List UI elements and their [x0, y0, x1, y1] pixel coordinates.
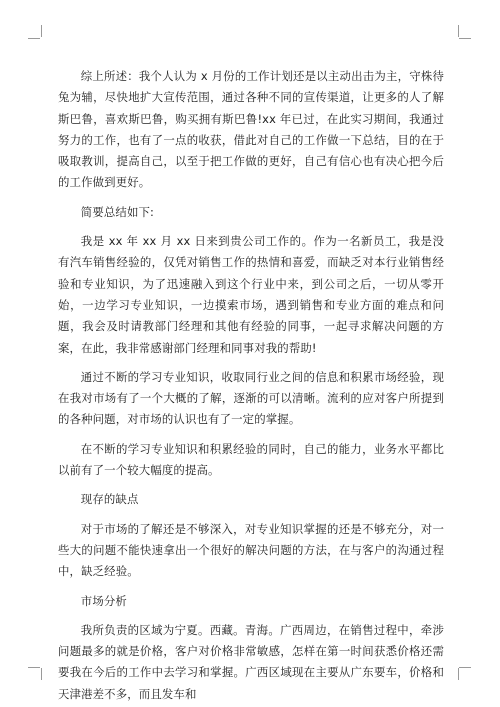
crop-mark-top-left [28, 25, 42, 39]
paragraph-summary: 综上所述：我个人认为 x 月份的工作计划还是以主动出击为主，守株待兔为辅，尽快地扩大宣传范围，通过各种不同的宣传渠道，让更多的人了解斯巴鲁，喜欢斯巴鲁，购买拥有斯巴鲁!xx 年已过，在此实习期间，我通过努力的工作，也有了一点的收获，借此对自己的工作做一下总结，目的在于吸取教训，提高自己，以至于把工作做的更好，自己有信心也有决心把今后的工作做到更好。 [58, 69, 444, 190]
paragraph-learning: 通过不断的学习专业知识，收取同行业之间的信息和积累市场经验，现在我对市场有了一个大概的了解，逐渐的可以清晰。流利的应对客户所提到的各种问题，对市场的认识也有了一定的掌握。 [58, 369, 444, 427]
crop-mark-bottom-right [458, 667, 472, 681]
heading-brief-summary: 简要总结如下: [80, 204, 155, 219]
paragraph-shortcomings: 对于市场的了解还是不够深入，对专业知识掌握的还是不够充分，对一些大的问题不能快速拿出一个很好的解决问题的方法，在与客户的沟通过程中，缺乏经验。 [58, 521, 444, 579]
paragraph-market-analysis: 我所负责的区域为宁夏。西藏。青海。广西周边，在销售过程中，牵涉问题最多的就是价格，客户对价格非常敏感，怎样在第一时间获悉价格还需要我在今后的工作中去学习和掌握。广西区域现在主要从广东要车，价格和天津港差不多，而且发车和 [58, 622, 444, 701]
crop-mark-bottom-left [28, 667, 42, 681]
paragraph-improvement: 在不断的学习专业知识和积累经验的同时，自己的能力，业务水平都比以前有了一个较大幅度的提高。 [58, 441, 444, 478]
crop-mark-top-right [458, 25, 472, 39]
document-body [58, 66, 444, 705]
heading-market-analysis: 市场分析 [80, 593, 127, 608]
heading-shortcomings: 现存的缺点 [80, 492, 139, 507]
paragraph-introduction: 我是 xx 年 xx 月 xx 日来到贵公司工作的。作为一名新员工，我是没有汽车销售经验的，仅凭对销售工作的热情和喜爱，而缺乏对本行业销售经验和专业知识，为了迅速融入到这个行业中来，到公司之后，一切从零开始，一边学习专业知识，一边摸索市场，遇到销售和专业方面的难点和问题，我会及时请教部门经理和其他有经验的同事，一起寻求解决问题的方案，在此，我非常感谢部门经理和同事对我的帮助! [58, 234, 444, 355]
